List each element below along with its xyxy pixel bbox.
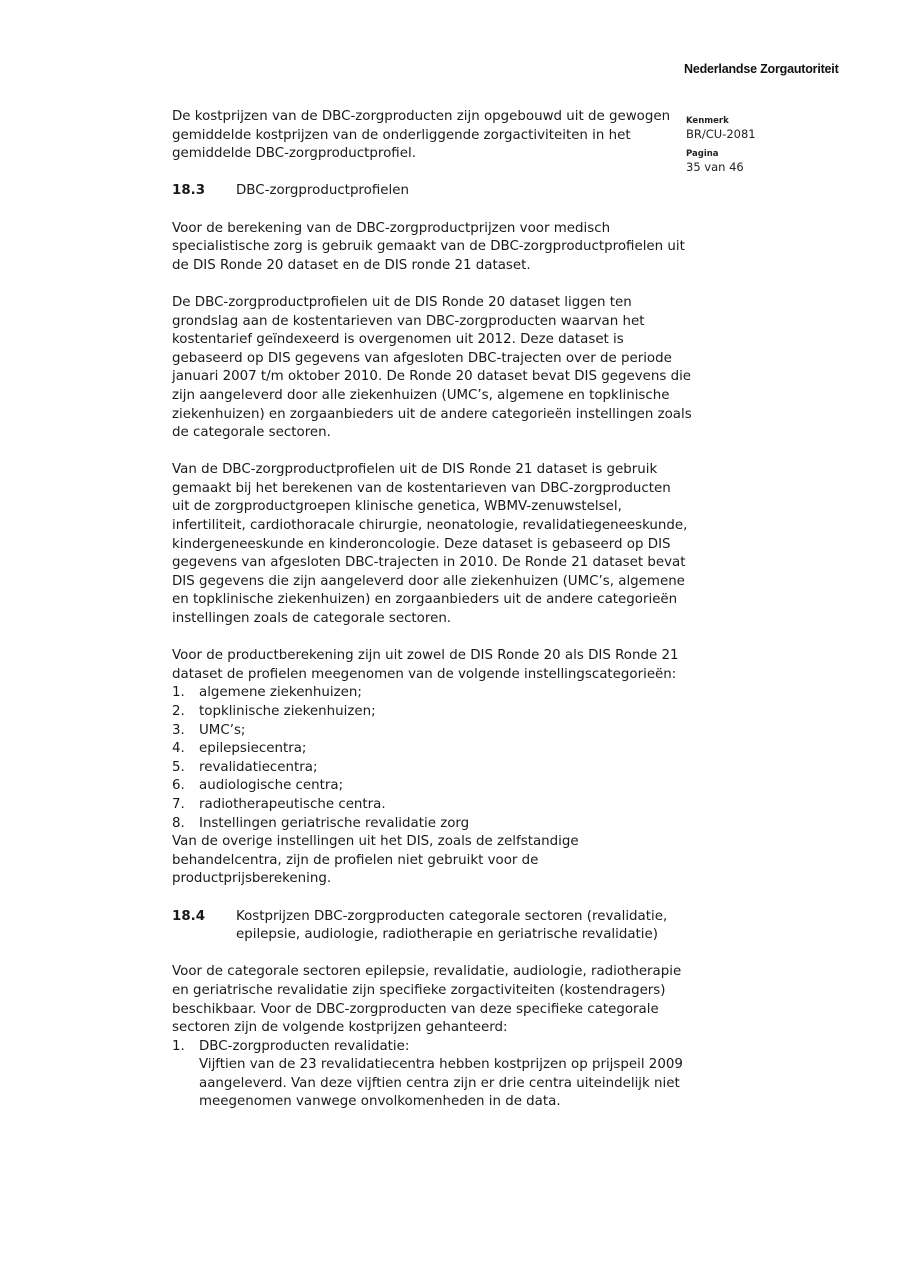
list-number: 3. <box>172 722 185 738</box>
list-text: radiotherapeutische centra. <box>199 796 386 812</box>
list-text: Instellingen geriatrische revalidatie zorg <box>199 815 470 831</box>
list-text: audiologische centra; <box>199 778 344 794</box>
list-item-title: DBC-zorgproducten revalidatie: <box>199 1038 410 1054</box>
section-number: 18.3 <box>172 183 206 199</box>
pagina-value: 35 van 46 <box>686 160 744 174</box>
list-number: 1. <box>172 1038 185 1054</box>
list-text: UMC’s; <box>199 722 246 738</box>
organization-name: Nederlandse Zorgautoriteit <box>684 62 839 76</box>
list-item <box>172 740 692 759</box>
list-content <box>199 1038 692 1112</box>
list-text: epilepsiecentra; <box>199 741 307 757</box>
list-item <box>172 703 692 722</box>
list-text: topklinische ziekenhuizen; <box>199 704 376 719</box>
kenmerk-label: Kenmerk <box>686 116 729 126</box>
intro-paragraph: De kostprijzen van de DBC-zorgproducten zijn opgebouwd uit de gewogen gemiddelde kostprijzen van de onderliggende zorgactiviteiten in het gemiddelde DBC-zorgproductprofiel. <box>172 109 671 162</box>
section-heading-18-3 <box>172 182 692 201</box>
list-item <box>172 777 692 796</box>
list-item <box>172 722 692 741</box>
list-number: 7. <box>172 796 185 812</box>
list-number: 4. <box>172 741 185 757</box>
kenmerk-group <box>686 115 866 142</box>
paragraph: Van de overige instellingen uit het DIS, zoals de zelfstandige behandelcentra, zijn de profielen niet gebruikt voor de productprijsberekening. <box>172 834 579 887</box>
list-item-text: Vijftien van de 23 revalidatiecentra hebben kostprijzen op prijspeil 2009 aangeleverd. Van deze vijftien centra zijn er drie centra uiteindelijk niet meegenomen vanwege onvolkomenheden in de data. <box>199 1057 683 1110</box>
list-item <box>172 684 692 703</box>
list-number: 6. <box>172 778 185 794</box>
list-text: algemene ziekenhuizen; <box>199 685 362 701</box>
list-item <box>172 815 692 834</box>
institution-category-list <box>172 684 692 833</box>
list-item <box>172 1038 692 1112</box>
list-number: 2. <box>172 704 185 719</box>
list-item <box>172 796 692 815</box>
list-item <box>172 759 692 778</box>
list-text: revalidatiecentra; <box>199 759 318 775</box>
section-title: DBC-zorgproductprofielen <box>236 183 409 199</box>
list-number: 5. <box>172 759 185 775</box>
pagina-group <box>686 148 866 175</box>
paragraph: Van de DBC-zorgproductprofielen uit de DIS Ronde 21 dataset is gebruik gemaakt bij het berekenen van de kostentarieven van DBC-zorgproducten uit de zorgproductgroepen klinische genetica, WBMV-zenuwstelsel, infertiliteit, cardiothoracale chirurgie, neonatologie, revalidatiegeneeskunde, kindergeneeskunde en kinderoncologie. Deze dataset is gebaseerd op DIS gegevens van afgesloten DBC-trajecten in 2010. De Ronde 21 dataset bevat DIS gegevens die zijn aangeleverd door alle ziekenhuizen (UMC’s, algemene en topklinische ziekenhuizen) en zorgaanbieders uit de andere categorieën instellingen zoals de categorale sectoren. <box>172 462 688 627</box>
paragraph: Voor de berekening van de DBC-zorgproductprijzen voor medisch specialistische zorg is gebruik gemaakt van de DBC-zorgproductprofielen uit de DIS Ronde 20 dataset en de DIS ronde 21 dataset. <box>172 220 685 273</box>
paragraph: De DBC-zorgproductprofielen uit de DIS Ronde 20 dataset liggen ten grondslag aan de kostentarieven van DBC-zorgproducten waarvan het kostentarief geïndexeerd is overgenomen uit 2012. Deze dataset is gebaseerd op DIS gegevens van afgesloten DBC-trajecten over de periode januari 2007 t/m oktober 2010. De Ronde 20 dataset bevat DIS gegevens die zijn aangeleverd door alle ziekenhuizen (UMC’s, algemene en topklinische ziekenhuizen) en zorgaanbieders uit de andere categorieën instellingen zoals de categorale sectoren. <box>172 294 692 441</box>
pagina-label: Pagina <box>686 149 719 159</box>
section-number: 18.4 <box>172 908 206 924</box>
section-heading-18-4 <box>172 908 692 945</box>
document-body <box>172 108 692 1112</box>
document-meta-sidebar <box>686 115 866 181</box>
list-number: 8. <box>172 815 185 831</box>
kenmerk-value: BR/CU-2081 <box>686 127 756 141</box>
list-number: 1. <box>172 685 185 701</box>
cost-price-list <box>172 1038 692 1112</box>
paragraph: Voor de categorale sectoren epilepsie, revalidatie, audiologie, radiotherapie en geriatrische revalidatie zijn specifieke zorgactiviteiten (kostendragers) beschikbaar. Voor de DBC-zorgproducten van deze specifieke categorale sectoren zijn de volgende kostprijzen gehanteerd: <box>172 964 682 1036</box>
section-title: Kostprijzen DBC-zorgproducten categorale sectoren (revalidatie, epilepsie, audiologie, radiotherapie en geriatrische revalidatie) <box>236 908 668 943</box>
paragraph: Voor de productberekening zijn uit zowel de DIS Ronde 20 als DIS Ronde 21 dataset de profielen meegenomen van de volgende instellingscategorieën: <box>172 648 679 682</box>
